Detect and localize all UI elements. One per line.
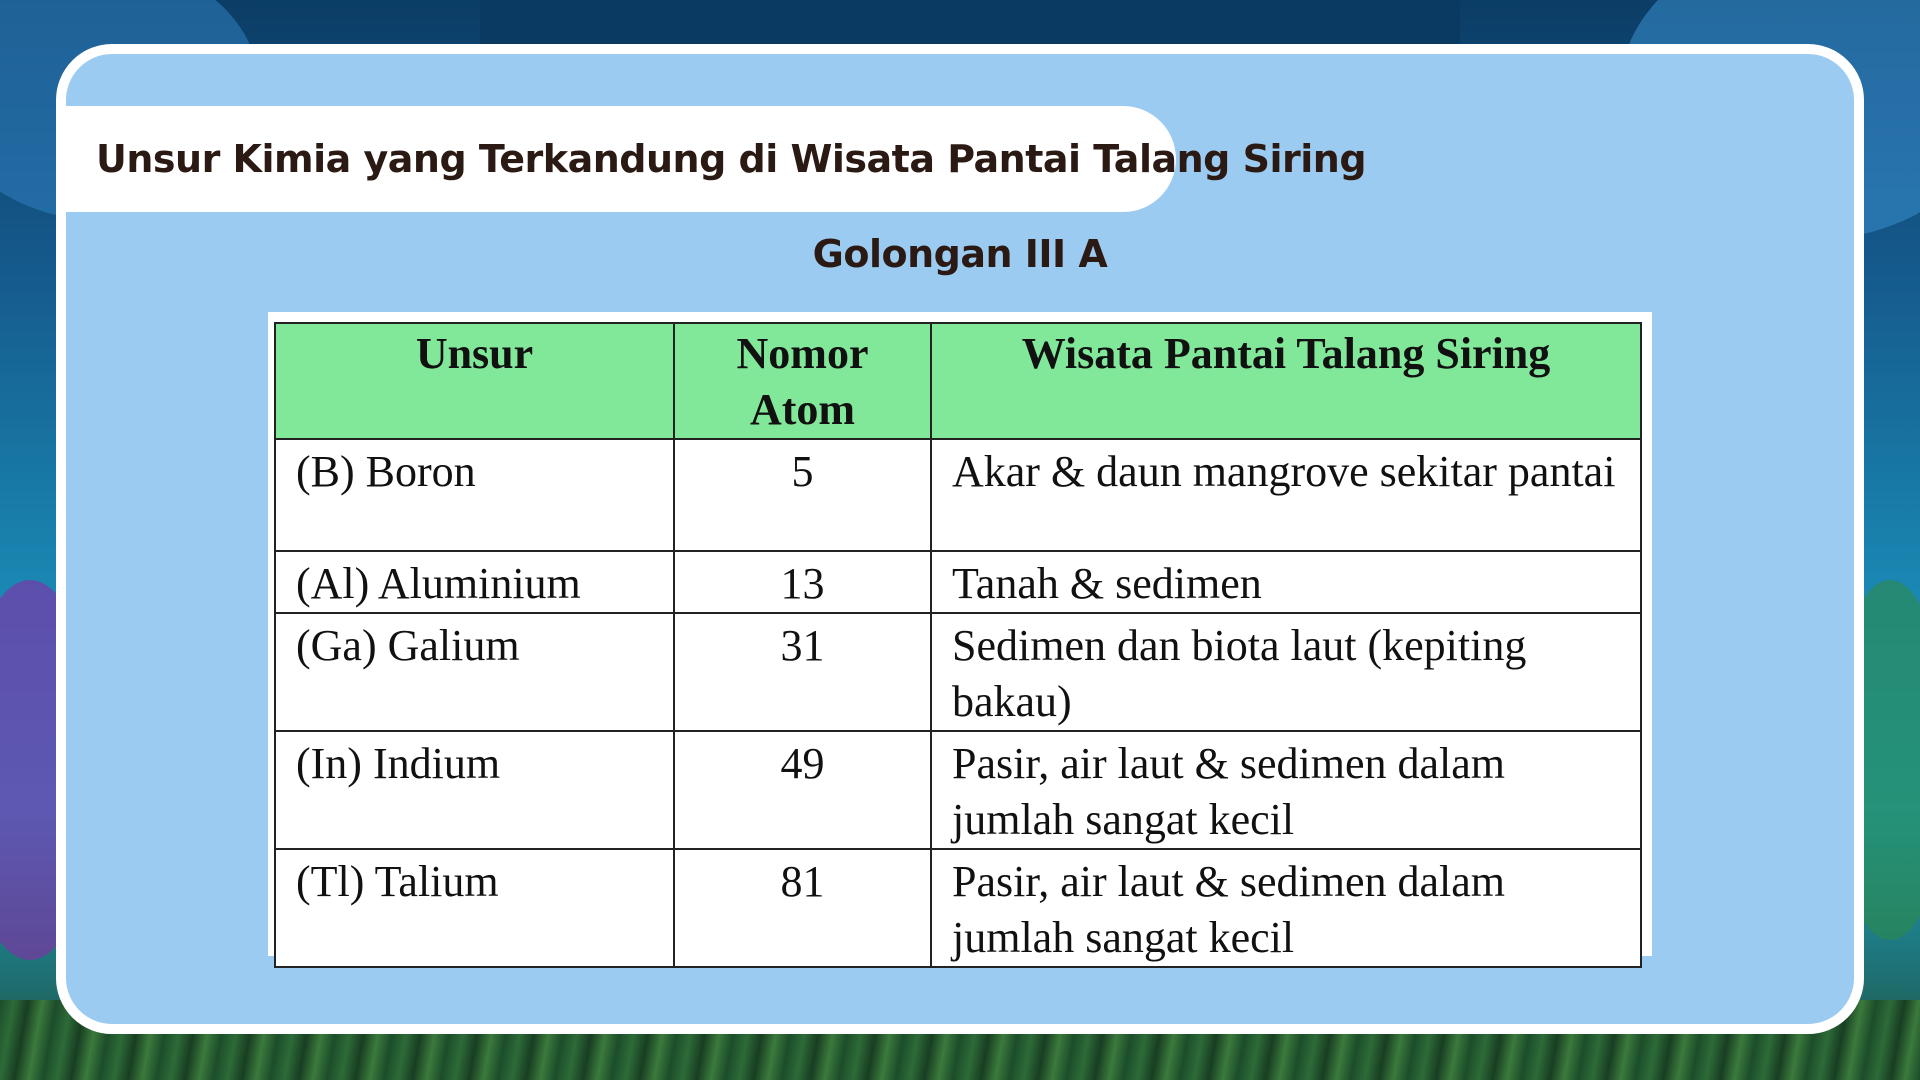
cell-nomor-atom: 13 — [674, 551, 931, 613]
cell-unsur: (B) Boron — [275, 439, 674, 551]
table-header-row — [275, 323, 1641, 439]
slide-title: Unsur Kimia yang Terkandung di Wisata Pantai Talang Siring — [96, 137, 1367, 181]
cell-nomor-atom: 49 — [674, 731, 931, 849]
header-nomor-atom: Nomor Atom — [674, 323, 931, 439]
table-row — [275, 849, 1641, 967]
cell-wisata: Tanah & sedimen — [931, 551, 1641, 613]
slide-subtitle: Golongan III A — [812, 232, 1108, 276]
header-wisata: Wisata Pantai Talang Siring — [931, 323, 1641, 439]
table-row — [275, 439, 1641, 551]
table-row — [275, 731, 1641, 849]
content-card — [56, 44, 1864, 1034]
cell-nomor-atom: 81 — [674, 849, 931, 967]
cell-wisata: Akar & daun mangrove sekitar pantai — [931, 439, 1641, 551]
cell-unsur: (Tl) Talium — [275, 849, 674, 967]
elements-table — [274, 322, 1642, 968]
cell-wisata: Sedimen dan biota laut (kepiting bakau) — [931, 613, 1641, 731]
table-row — [275, 551, 1641, 613]
cell-unsur: (Ga) Galium — [275, 613, 674, 731]
cell-nomor-atom: 5 — [674, 439, 931, 551]
cell-unsur: (In) Indium — [275, 731, 674, 849]
table-row — [275, 613, 1641, 731]
cell-wisata: Pasir, air laut & sedimen dalam jumlah sangat kecil — [931, 849, 1641, 967]
title-banner — [66, 106, 1367, 212]
cell-nomor-atom: 31 — [674, 613, 931, 731]
header-unsur: Unsur — [275, 323, 674, 439]
cell-unsur: (Al) Aluminium — [275, 551, 674, 613]
table-container — [268, 312, 1652, 962]
cell-wisata: Pasir, air laut & sedimen dalam jumlah sangat kecil — [931, 731, 1641, 849]
